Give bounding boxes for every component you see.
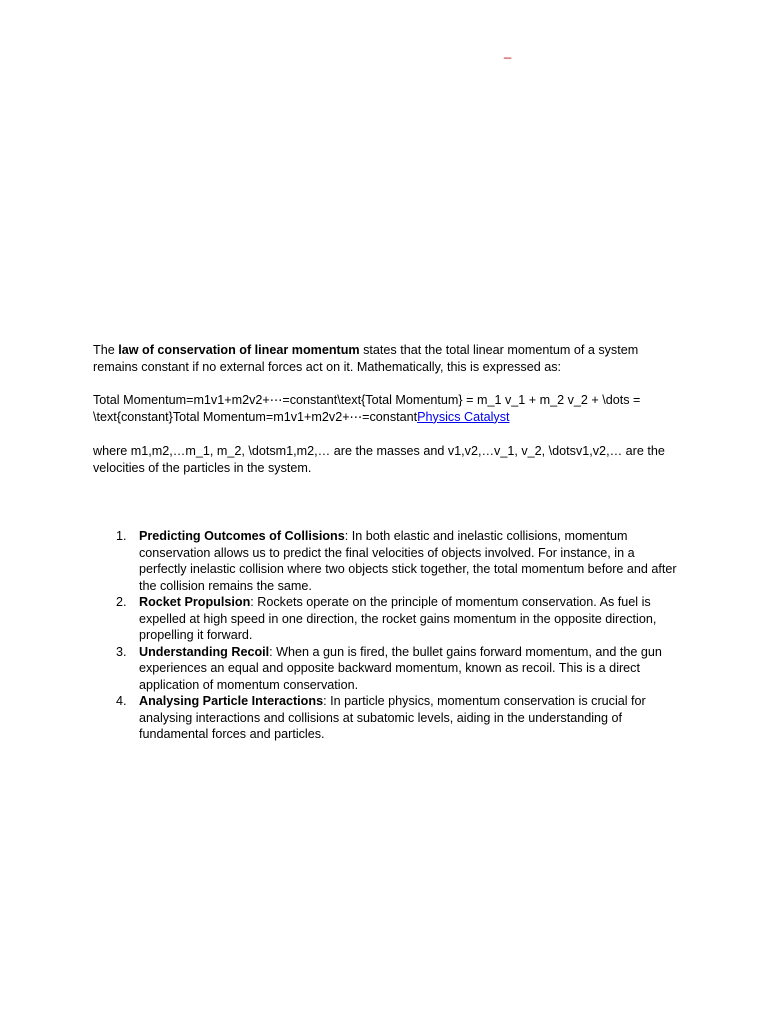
list-item [93, 644, 678, 694]
list-item [93, 594, 678, 644]
list-item-body: : In particle physics, momentum conservation is crucial for analysing interactions and collisions at subatomic levels, aiding in the understanding of fundamental forces and particles. [139, 694, 646, 741]
red-underscore-mark: _ [504, 44, 512, 59]
where-paragraph: where m1,m2,…m_1, m_2, \dotsm1,m2,… are the masses and v1,v2,…v_1, v_2, \dotsv1,v2,… are the velocities of the particles in the system. [93, 444, 665, 475]
list-item-number: 2. [116, 595, 127, 609]
list-item-body: : In both elastic and inelastic collisions, momentum conservation allows us to predict the final velocities of objects involved. For instance, in a perfectly inelastic collision where two objects stick together, the total momentum before and after the collision remains the same. [139, 529, 677, 593]
list-item-body: : When a gun is fired, the bullet gains forward momentum, and the gun experiences an equal and opposite backward momentum, known as recoil. This is a direct application of momentum conservation. [139, 644, 662, 692]
intro-prefix: The [93, 343, 119, 357]
formula-paragraph [93, 392, 678, 425]
physics-catalyst-link[interactable]: Physics Catalyst [417, 409, 510, 424]
document-body [93, 342, 678, 743]
formula-text: Total Momentum=m1v1+m2v2+⋯=constant\text{Total Momentum} = m_1 v_1 + m_2 v_2 + \dots = \text{constant}Total Momentum=m1v1+m2v2+⋯=constant [93, 393, 641, 424]
list-item-title: Rocket Propulsion [139, 595, 251, 609]
applications-list [93, 528, 678, 743]
list-item-title: Predicting Outcomes of Collisions [139, 529, 345, 543]
list-item-number: 3. [116, 644, 127, 659]
list-item [93, 528, 678, 594]
list-item-title: Understanding Recoil [139, 644, 270, 659]
list-item-title: Analysing Particle Interactions [139, 694, 324, 708]
intro-suffix: states that the total linear momentum of a system remains constant if no external forces act on it. Mathematically, this is expressed as: [93, 343, 639, 374]
list-item [93, 693, 678, 743]
list-item-body: : Rockets operate on the principle of momentum conservation. As fuel is expelled at high speed in one direction, the rocket gains momentum in the opposite direction, propelling it forward. [139, 595, 657, 642]
intro-paragraph [93, 342, 678, 375]
list-item-number: 1. [116, 529, 127, 543]
intro-bold-term: law of conservation of linear momentum [118, 343, 360, 357]
list-item-number: 4. [116, 694, 127, 708]
